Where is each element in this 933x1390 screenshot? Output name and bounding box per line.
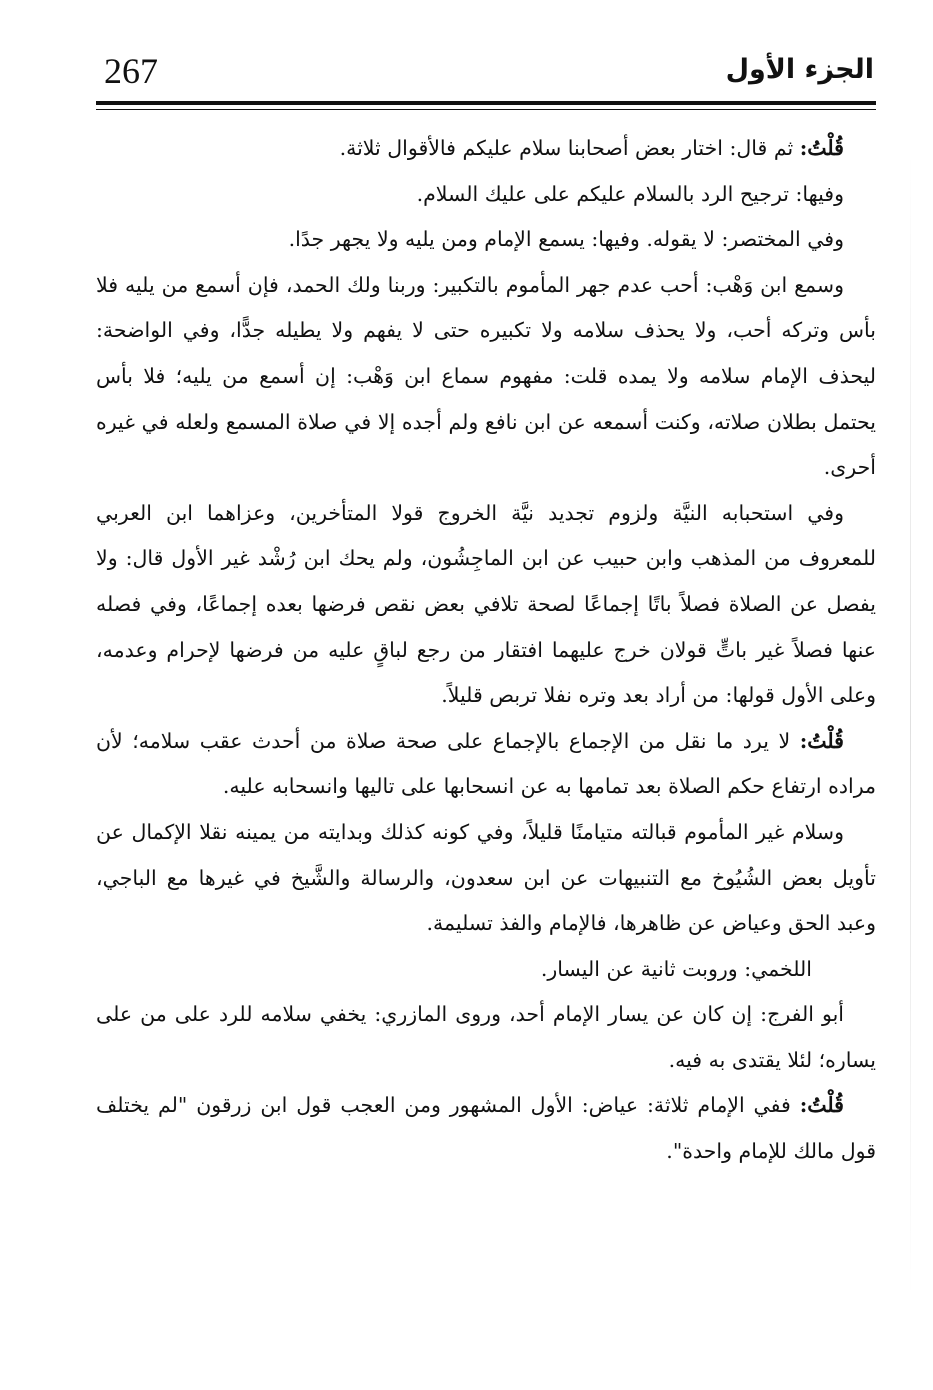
paragraph-1 [96,126,876,172]
paragraph-5 [96,491,876,719]
paragraph-1-term: قُلْتُ: [799,136,844,160]
page-number: 267 [104,51,158,91]
paragraph-6-text: لا يرد ما نقل من الإجماع بالإجماع على صحة صلاة من أحدث عقب سلامه؛ لأن مراده ارتفاع حكم الصلاة بعد تمامها به عن انسحابها على تاليها وانسحابه عليه. [96,728,876,799]
paragraph-6 [96,719,876,810]
page-header [96,40,876,100]
paragraph-10-text: ففي الإمام ثلاثة: عياض: الأول المشهور ومن العجب قول ابن زرقون "لم يختلف قول مالك للإمام واحدة". [96,1093,876,1164]
paragraph-2 [96,172,876,218]
paragraph-2-text: وفيها: ترجيح الرد بالسلام عليكم على عليك السلام. [416,181,844,206]
paragraph-10-term: قُلْتُ: [799,1093,844,1118]
paragraph-3-text: وفي المختصر: لا يقوله. وفيها: يسمع الإمام ومن يليه ولا يجهر جدًا. [288,227,844,252]
body-text [96,126,876,1175]
scan-edge-mark [910,150,911,1300]
paragraph-9-text: أبو الفرج: إن كان عن يسار الإمام أحد، وروى المازري: يخفي سلامه للرد على من على يساره؛ لئلا يقتدى به فيه. [96,1002,876,1072]
header-rule-thin [96,109,876,110]
paragraph-5-text: وفي استحبابه النيَّة ولزوم تجديد نيَّة الخروج قولا المتأخرين، وعزاهما ابن العربي للمعروف من المذهب وابن حبيب عن ابن الماجِشُون، ولم يحك ابن رُشْد غير الأول قال: ولا يفصل عن الصلاة فصلاً باتًا إجماعًا لصحة تلافي بعض نقص فرضها بعده إجماعًا، وفي فصله عنها فصلاً غير باتٍّ قولان خرج عليهما افتقار من رجع لباقٍ عليه من فرضها لإحرام وعدمه، وعلى الأول قولها: من أراد بعد وتره نفلا تربص قليلاً. [96,500,876,708]
paragraph-6-term: قُلْتُ: [799,728,844,753]
paragraph-1-text: ثم قال: اختار بعض أصحابنا سلام عليكم فالأقوال ثلاثة. [339,136,800,160]
paragraph-7 [96,810,876,947]
paragraph-8-text: اللخمي: وروبت ثانية عن اليسار. [540,956,812,981]
header-rule-thick [96,101,876,105]
paragraph-10 [96,1083,876,1174]
paragraph-3 [96,217,876,263]
paragraph-8 [96,947,876,993]
volume-title: الجزء الأول [725,54,874,85]
paragraph-4 [96,263,876,491]
paragraph-7-text: وسلام غير المأموم قبالته متيامنًا قليلاً، وفي كونه كذلك وبدايته من يمينه نقلا الإكمال عن تأويل بعض الشُيُوخ مع التنبيهات عن ابن سعدون، والرسالة والشَّيخ في غيرها مع الباجي، وعبد الحق وعياض عن ظاهرها، فالإمام والفذ تسليمة. [96,819,876,936]
paragraph-4-text: وسمع ابن وَهْب: أحب عدم جهر المأموم بالتكبير: وربنا ولك الحمد، فإن أسمع من يليه فلا بأس وتركه أحب، ولا يحذف سلامه ولا تكبيره حتى لا يفهم ولا يطيله جدًّا، وفي الواضحة: ليحذف الإمام سلامه ولا يمده قلت: مفهوم سماع ابن وَهْب: إن أسمع من يليه؛ فلا بأس يحتمل بطلان صلاته، وكنت أسمعه عن ابن نافع ولم أجده إلا في صلاة المسمع ولعله في غيره أحرى. [96,272,876,480]
paragraph-9 [96,992,876,1083]
